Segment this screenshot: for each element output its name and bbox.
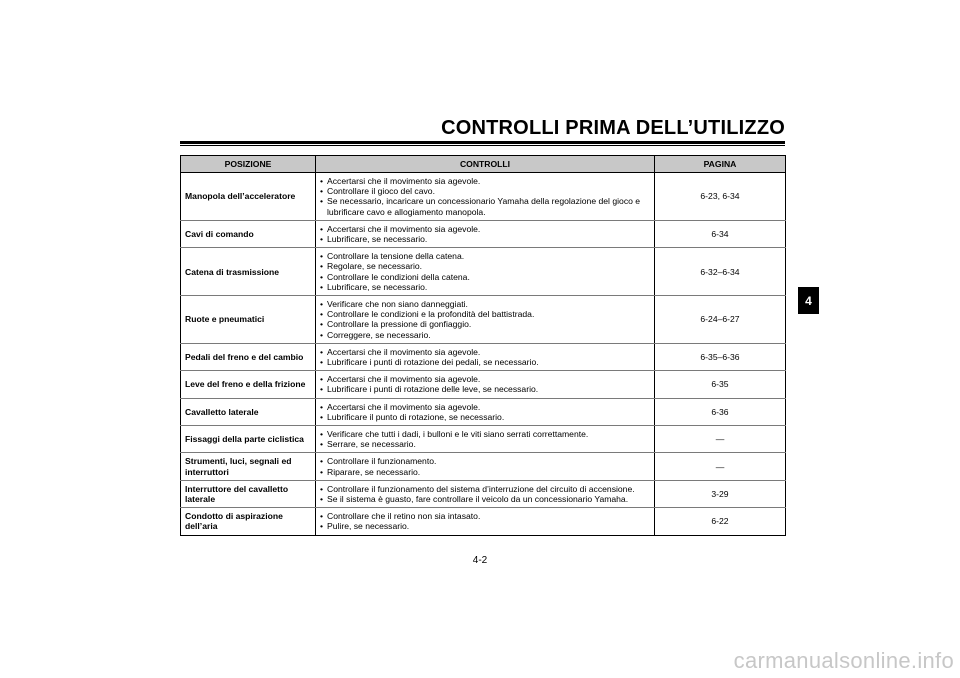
controlli-list bbox=[320, 484, 650, 504]
controllo-item: • Controllare che il retino non sia intasato. bbox=[320, 511, 650, 521]
controlli-list bbox=[320, 251, 650, 292]
controllo-item: • Lubrificare i punti di rotazione delle leve, se necessario. bbox=[320, 384, 650, 394]
controllo-item: • Correggere, se necessario. bbox=[320, 330, 650, 340]
page-number: 4-2 bbox=[472, 555, 488, 566]
controllo-item: • Controllare le condizioni e la profondità del battistrada. bbox=[320, 309, 650, 319]
controlli-list bbox=[320, 299, 650, 340]
posizione-cell: Cavalletto laterale bbox=[181, 398, 316, 425]
controlli-list bbox=[320, 511, 650, 531]
controlli-cell bbox=[316, 453, 655, 480]
pagina-cell: — bbox=[655, 426, 786, 453]
controllo-item: • Accertarsi che il movimento sia agevole. bbox=[320, 224, 650, 234]
controlli-cell bbox=[316, 480, 655, 507]
posizione-cell: Manopola dell’acceleratore bbox=[181, 173, 316, 221]
title-rule bbox=[180, 141, 785, 146]
pagina-cell: 3-29 bbox=[655, 480, 786, 507]
controllo-item: • Controllare la pressione di gonfiaggio. bbox=[320, 319, 650, 329]
posizione-cell: Catena di trasmissione bbox=[181, 248, 316, 296]
table-row bbox=[181, 296, 786, 344]
table-row bbox=[181, 371, 786, 398]
controlli-cell bbox=[316, 296, 655, 344]
controllo-item: • Accertarsi che il movimento sia agevole. bbox=[320, 402, 650, 412]
pagina-cell: 6-23, 6-34 bbox=[655, 173, 786, 221]
controllo-item: • Serrare, se necessario. bbox=[320, 439, 650, 449]
controllo-item: • Lubrificare i punti di rotazione dei pedali, se necessario. bbox=[320, 357, 650, 367]
controllo-item: • Verificare che non siano danneggiati. bbox=[320, 299, 650, 309]
table-row bbox=[181, 508, 786, 535]
posizione-cell: Pedali del freno e del cambio bbox=[181, 343, 316, 370]
page-title: CONTROLLI PRIMA DELL’UTILIZZO bbox=[441, 117, 785, 139]
posizione-cell: Condotto di aspirazione dell’aria bbox=[181, 508, 316, 535]
controlli-cell bbox=[316, 220, 655, 247]
table-row bbox=[181, 480, 786, 507]
posizione-cell: Ruote e pneumatici bbox=[181, 296, 316, 344]
controllo-item: • Se necessario, incaricare un concessionario Yamaha della regolazione del gioco e lubrificare cavo e allogiamento manopola. bbox=[320, 196, 650, 216]
checks-table bbox=[180, 155, 786, 536]
pagina-cell: 6-32–6-34 bbox=[655, 248, 786, 296]
controllo-item: • Riparare, se necessario. bbox=[320, 467, 650, 477]
controllo-item: • Pulire, se necessario. bbox=[320, 521, 650, 531]
controllo-item: • Accertarsi che il movimento sia agevole. bbox=[320, 374, 650, 384]
controlli-cell bbox=[316, 426, 655, 453]
table-row bbox=[181, 220, 786, 247]
controlli-cell bbox=[316, 343, 655, 370]
controllo-item: • Controllare le condizioni della catena. bbox=[320, 272, 650, 282]
controllo-item: • Controllare la tensione della catena. bbox=[320, 251, 650, 261]
posizione-cell: Cavi di comando bbox=[181, 220, 316, 247]
pagina-cell: — bbox=[655, 453, 786, 480]
pagina-cell: 6-22 bbox=[655, 508, 786, 535]
table-row bbox=[181, 248, 786, 296]
pagina-cell: 6-36 bbox=[655, 398, 786, 425]
controllo-item: • Lubrificare il punto di rotazione, se necessario. bbox=[320, 412, 650, 422]
pagina-cell: 6-35–6-36 bbox=[655, 343, 786, 370]
table-row bbox=[181, 426, 786, 453]
controllo-item: • Verificare che tutti i dadi, i bulloni e le viti siano serrati correttamente. bbox=[320, 429, 650, 439]
table-row bbox=[181, 173, 786, 221]
controlli-cell bbox=[316, 248, 655, 296]
controlli-list bbox=[320, 224, 650, 244]
controlli-list bbox=[320, 429, 650, 449]
controlli-cell bbox=[316, 398, 655, 425]
table-row bbox=[181, 453, 786, 480]
column-header-controlli: CONTROLLI bbox=[316, 156, 655, 173]
controlli-list bbox=[320, 374, 650, 394]
table-row bbox=[181, 343, 786, 370]
posizione-cell: Fissaggi della parte ciclistica bbox=[181, 426, 316, 453]
controllo-item: • Accertarsi che il movimento sia agevole. bbox=[320, 176, 650, 186]
controlli-list bbox=[320, 402, 650, 422]
controllo-item: • Lubrificare, se necessario. bbox=[320, 282, 650, 292]
posizione-cell: Strumenti, luci, segnali ed interruttori bbox=[181, 453, 316, 480]
watermark: carmanualsonline.info bbox=[733, 648, 954, 673]
table-header-row bbox=[181, 156, 786, 173]
controlli-list bbox=[320, 456, 650, 476]
pagina-cell: 6-34 bbox=[655, 220, 786, 247]
controllo-item: • Controllare il funzionamento. bbox=[320, 456, 650, 466]
posizione-cell: Interruttore del cavalletto laterale bbox=[181, 480, 316, 507]
controllo-item: • Controllare il funzionamento del sistema d’interruzione del circuito di accensione. bbox=[320, 484, 650, 494]
controllo-item: • Regolare, se necessario. bbox=[320, 261, 650, 271]
posizione-cell: Leve del freno e della frizione bbox=[181, 371, 316, 398]
table-row bbox=[181, 398, 786, 425]
chapter-tab: 4 bbox=[798, 287, 819, 314]
pagina-cell: 6-24–6-27 bbox=[655, 296, 786, 344]
controlli-cell bbox=[316, 371, 655, 398]
column-header-pagina: PAGINA bbox=[655, 156, 786, 173]
controlli-cell bbox=[316, 173, 655, 221]
table-body bbox=[181, 173, 786, 536]
controlli-cell bbox=[316, 508, 655, 535]
controllo-item: • Accertarsi che il movimento sia agevole. bbox=[320, 347, 650, 357]
column-header-posizione: POSIZIONE bbox=[181, 156, 316, 173]
controllo-item: • Controllare il gioco del cavo. bbox=[320, 186, 650, 196]
controlli-list bbox=[320, 347, 650, 367]
controllo-item: • Se il sistema è guasto, fare controllare il veicolo da un concessionario Yamaha. bbox=[320, 494, 650, 504]
controllo-item: • Lubrificare, se necessario. bbox=[320, 234, 650, 244]
pagina-cell: 6-35 bbox=[655, 371, 786, 398]
controlli-list bbox=[320, 176, 650, 217]
